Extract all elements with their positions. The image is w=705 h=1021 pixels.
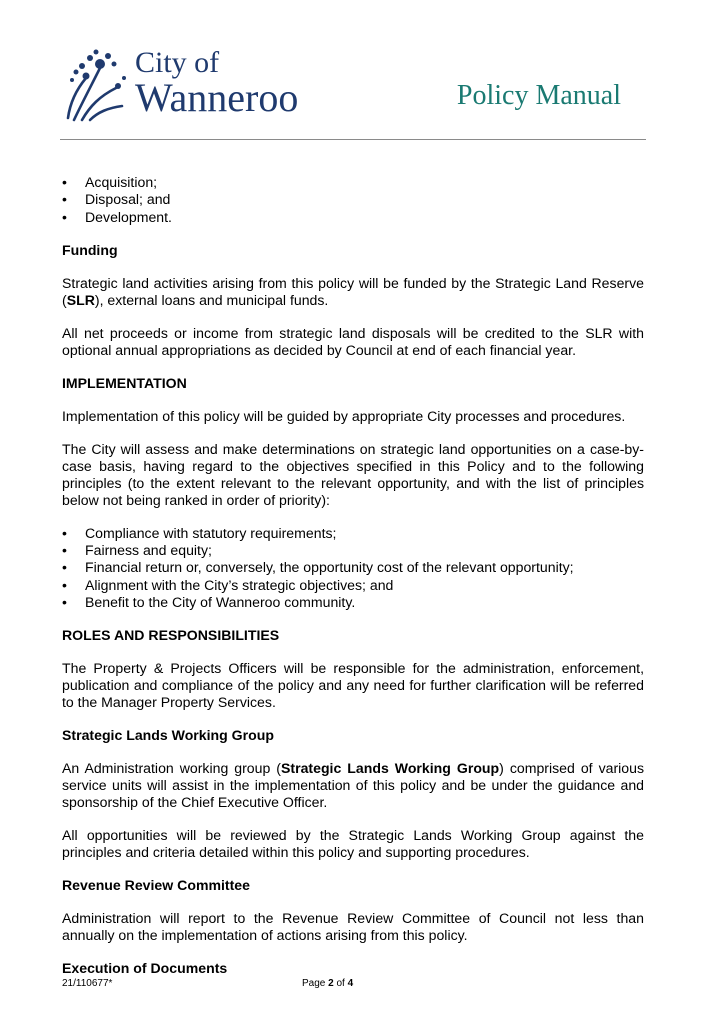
list-item: • Acquisition; <box>62 174 644 191</box>
roles-paragraph: The Property & Projects Officers will be responsible for the administration, enforcement, publication and compliance of the policy and any need for further clarification will be referred to the Manager Property Services. <box>62 660 644 711</box>
revenue-heading: Revenue Review Committee <box>62 877 250 894</box>
list-item: • Financial return or, conversely, the opportunity cost of the relevant opportunity; <box>62 559 644 576</box>
logo-text-wanneroo: Wanneroo <box>135 75 299 120</box>
implementation-paragraph-2: The City will assess and make determinations on strategic land opportunities on a case-by-case basis, having regard to the objectives specified in this Policy and to the following principles (to the extent relevant to the relevant opportunity, and with the list of principles below not being ranked in order of priority): <box>62 440 644 508</box>
page-number: Page 2 of 4 <box>302 978 354 989</box>
execution-heading: Execution of Documents <box>62 960 228 977</box>
funding-heading: Funding <box>62 241 118 258</box>
revenue-paragraph: Administration will report to the Revenue Review Committee of Council not less than annually on the implementation of actions arising from this policy. <box>62 910 644 944</box>
document-reference: 21/110677* <box>62 978 113 989</box>
funding-paragraph-1: Strategic land activities arising from this policy will be funded by the Strategic Land Reserve (SLR), external loans and municipal funds. <box>62 274 644 308</box>
intro-bullet-list <box>62 174 644 226</box>
city-of-wanneroo-logo <box>60 48 330 123</box>
logo-text-city-of: City of <box>135 46 220 79</box>
list-item: • Compliance with statutory requirements; <box>62 525 644 542</box>
list-item: • Disposal; and <box>62 191 644 208</box>
document-body <box>62 174 644 993</box>
roles-heading: ROLES AND RESPONSIBILITIES <box>62 627 280 644</box>
list-item: • Fairness and equity; <box>62 542 644 559</box>
working-group-paragraph-2: All opportunities will be reviewed by the Strategic Lands Working Group against the principles and criteria detailed within this policy and supporting procedures. <box>62 827 644 861</box>
implementation-heading: IMPLEMENTATION <box>62 374 187 391</box>
working-group-paragraph-1: An Administration working group (Strategic Lands Working Group) comprised of various service units will assist in the implementation of this policy and be under the guidance and sponsorship of the Chief Executive Officer. <box>62 760 644 811</box>
policy-manual-title: Policy Manual <box>456 80 621 111</box>
list-item: • Alignment with the City’s strategic objectives; and <box>62 577 644 594</box>
funding-paragraph-2: All net proceeds or income from strategic land disposals will be credited to the SLR with optional annual appropriations as decided by Council at end of each financial year. <box>62 324 644 358</box>
principles-bullet-list <box>62 525 644 611</box>
list-item: • Development. <box>62 209 644 226</box>
list-item: • Benefit to the City of Wanneroo community. <box>62 594 644 611</box>
header-divider <box>60 139 646 140</box>
wanneroo-flower-icon <box>60 48 132 123</box>
implementation-paragraph-1: Implementation of this policy will be guided by appropriate City processes and procedures. <box>62 407 626 424</box>
working-group-heading: Strategic Lands Working Group <box>62 727 274 744</box>
